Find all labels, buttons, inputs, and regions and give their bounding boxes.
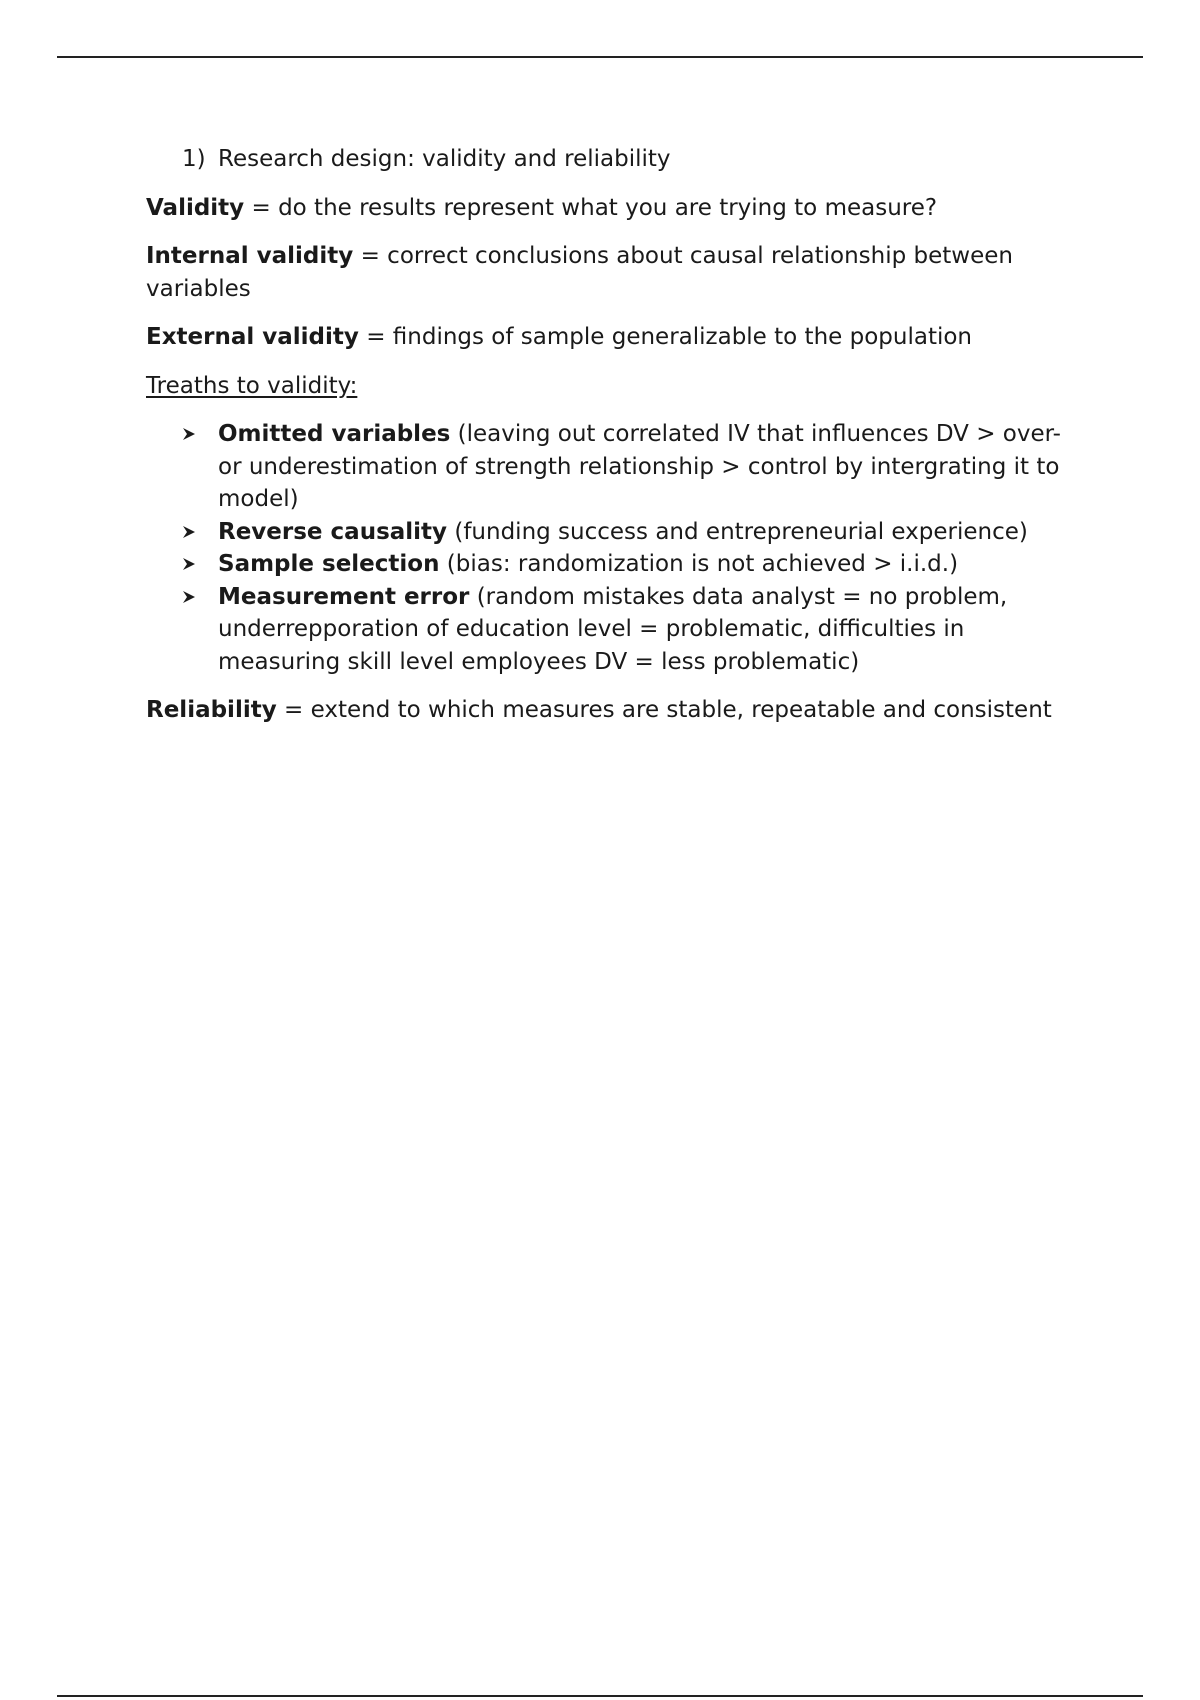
definition-text: = extend to which measures are stable, repeatable and consistent — [276, 697, 1052, 723]
section-title: Research design: validity and reliability — [218, 146, 671, 172]
definition-external-validity — [146, 321, 1066, 354]
definition-term: Reliability — [146, 697, 277, 723]
definition-validity — [146, 192, 1066, 225]
threat-text: (leaving out correlated IV that influences DV > over- or underestimation of strength relationship > control by intergrating it to model) — [218, 421, 1061, 512]
threats-heading — [146, 370, 1066, 403]
definition-term: Validity — [146, 194, 245, 221]
threat-text: (funding success and entrepreneurial experience) — [447, 518, 1028, 545]
threat-term: Sample selection — [218, 551, 440, 577]
threat-text: (random mistakes data analyst = no problem, underrepporation of education level = problematic, difficulties in measuring skill level employees DV = less problematic) — [218, 583, 1008, 675]
threats-list — [146, 418, 1066, 678]
threat-text: (bias: randomization is not achieved > i.i.d.) — [439, 551, 959, 577]
definition-text: = correct conclusions about causal relationship between variables — [146, 243, 1013, 302]
list-item — [146, 418, 1066, 516]
footer-rule — [57, 1695, 1143, 1697]
section-heading — [146, 143, 1066, 176]
threats-heading-text: Treaths to validity: — [146, 372, 358, 399]
threat-term: Measurement error — [218, 583, 470, 610]
section-number: 1) — [182, 146, 206, 172]
document-body — [146, 143, 1066, 743]
list-item — [146, 516, 1066, 549]
threat-term: Omitted variables — [218, 421, 451, 447]
definition-text: = findings of sample generalizable to the population — [358, 324, 972, 350]
list-item — [146, 548, 1066, 581]
definition-term: Internal validity — [146, 243, 354, 269]
definition-internal-validity — [146, 240, 1066, 305]
definition-reliability — [146, 694, 1066, 727]
list-item — [146, 581, 1066, 679]
header-rule — [57, 56, 1143, 58]
threat-term: Reverse causality — [218, 518, 448, 545]
definition-text: = do the results represent what you are trying to measure? — [244, 194, 938, 221]
definition-term: External validity — [146, 324, 359, 350]
